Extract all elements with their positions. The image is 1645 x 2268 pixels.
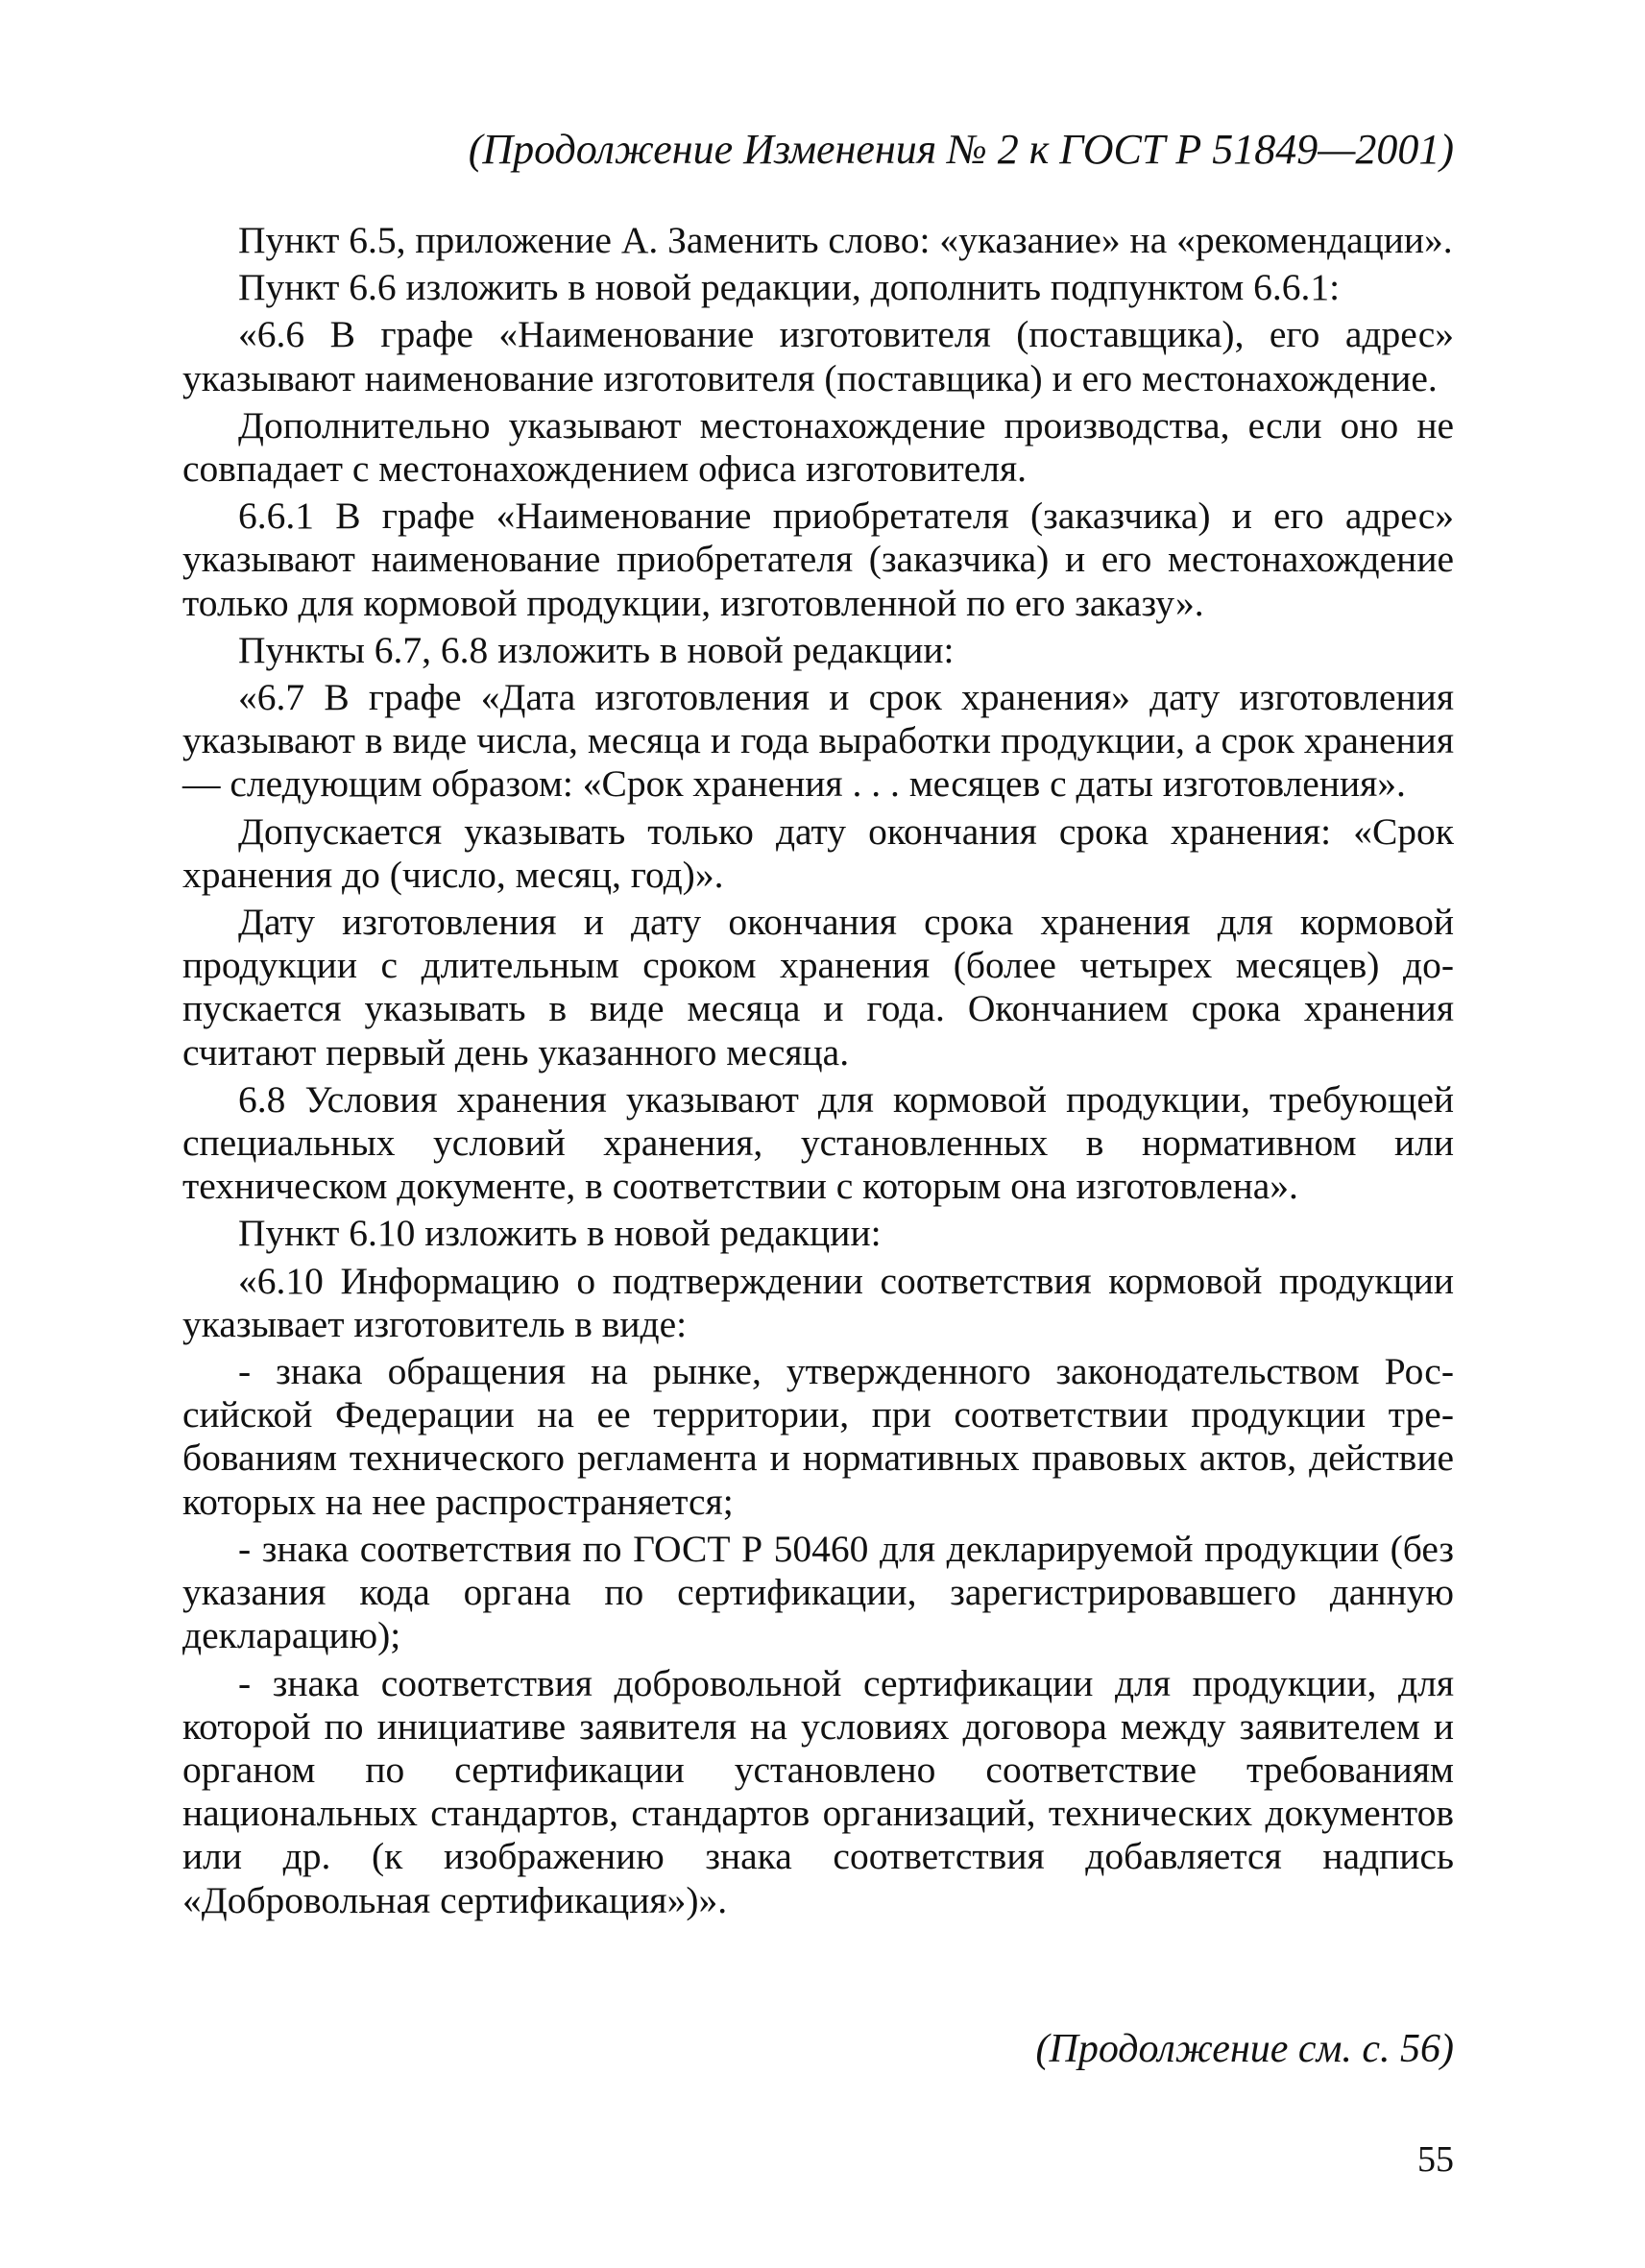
paragraph: 6.6.1 В графе «Наименование приобретателя (заказчика) и его адрес» указывают наименование приобретателя (заказчика) и его местонахождение только для кормовой продукции, изготовленной по его заказу». — [182, 495, 1454, 624]
paragraph: Пункт 6.6 изложить в новой редакции, дополнить подпунктом 6.6.1: — [238, 266, 1341, 309]
document-body — [182, 219, 1454, 1926]
paragraph: Дополнительно указывают местонахождение производства, если оно не совпадает с местонахождением офиса изготовителя. — [182, 403, 1454, 491]
list-item: - знака соответствия добровольной сертификации для продукции, для которой по инициативе заявителя на условиях договора между заявителем и органом по сертификации установлено соответствие требованиям национальных стандартов, стандартов организаций, технических документов или др. (к изображению знака соответствия добавляется надпись «Добровольная сертификация»)». — [182, 1661, 1454, 1921]
continuation-footer: (Продолжение см. с. 56) — [1035, 2027, 1454, 2071]
continuation-header: (Продолжение Изменения № 2 к ГОСТ Р 51849—2001) — [468, 126, 1454, 173]
list-item: - знака соответствия по ГОСТ Р 50460 для декларируемой продукции (без указания кода органа по сертификации, зарегистрировавшего данную декларацию); — [182, 1527, 1454, 1657]
paragraph: 6.8 Условия хранения указывают для кормовой продукции, требующей специальных условий хранения, установленных в нормативном или техническом документе, в соответствии с которым она изготовлена». — [182, 1077, 1454, 1208]
page-number: 55 — [1417, 2139, 1454, 2180]
paragraph: «6.6 В графе «Наименование изготовителя (поставщика), его адрес» указывают наименование изготовителя (поставщика) и его местонахождение. — [182, 313, 1454, 399]
paragraph: Допускается указывать только дату окончания срока хранения: «Срок хранения до (число, месяц, год)». — [182, 809, 1454, 896]
paragraph: Пункт 6.5, приложение А. Заменить слово: «указание» на «рекомендации». — [238, 219, 1453, 261]
paragraph: Дату изготовления и дату окончания срока хранения для кормовой продукции с длительным сроком хранения (более четырех месяцев) допускается указывать в виде месяца и года. Окончанием срока хранения считают первый день указанного месяца. — [182, 901, 1454, 1074]
paragraph: Пункты 6.7, 6.8 изложить в новой редакции: — [238, 628, 955, 671]
paragraph: Пункт 6.10 изложить в новой редакции: — [238, 1212, 882, 1255]
paragraph: «6.7 В графе «Дата изготовления и срок хранения» дату изготовления указывают в виде числа, месяца и года выработки продукции, а срок хранения — следующим образом: «Срок хранения . . . месяцев с даты изготовления». — [182, 676, 1454, 806]
paragraph: «6.10 Информацию о подтверждении соответствия кормовой продукции указывает изготовитель в виде: — [182, 1259, 1454, 1345]
list-item: - знака обращения на рынке, утвержденного законодательством Российской Федерации на ее территории, при соответствии продукции требованиям технического регламента и нормативных правовых актов, действие которых на нее распространяется; — [182, 1350, 1454, 1523]
